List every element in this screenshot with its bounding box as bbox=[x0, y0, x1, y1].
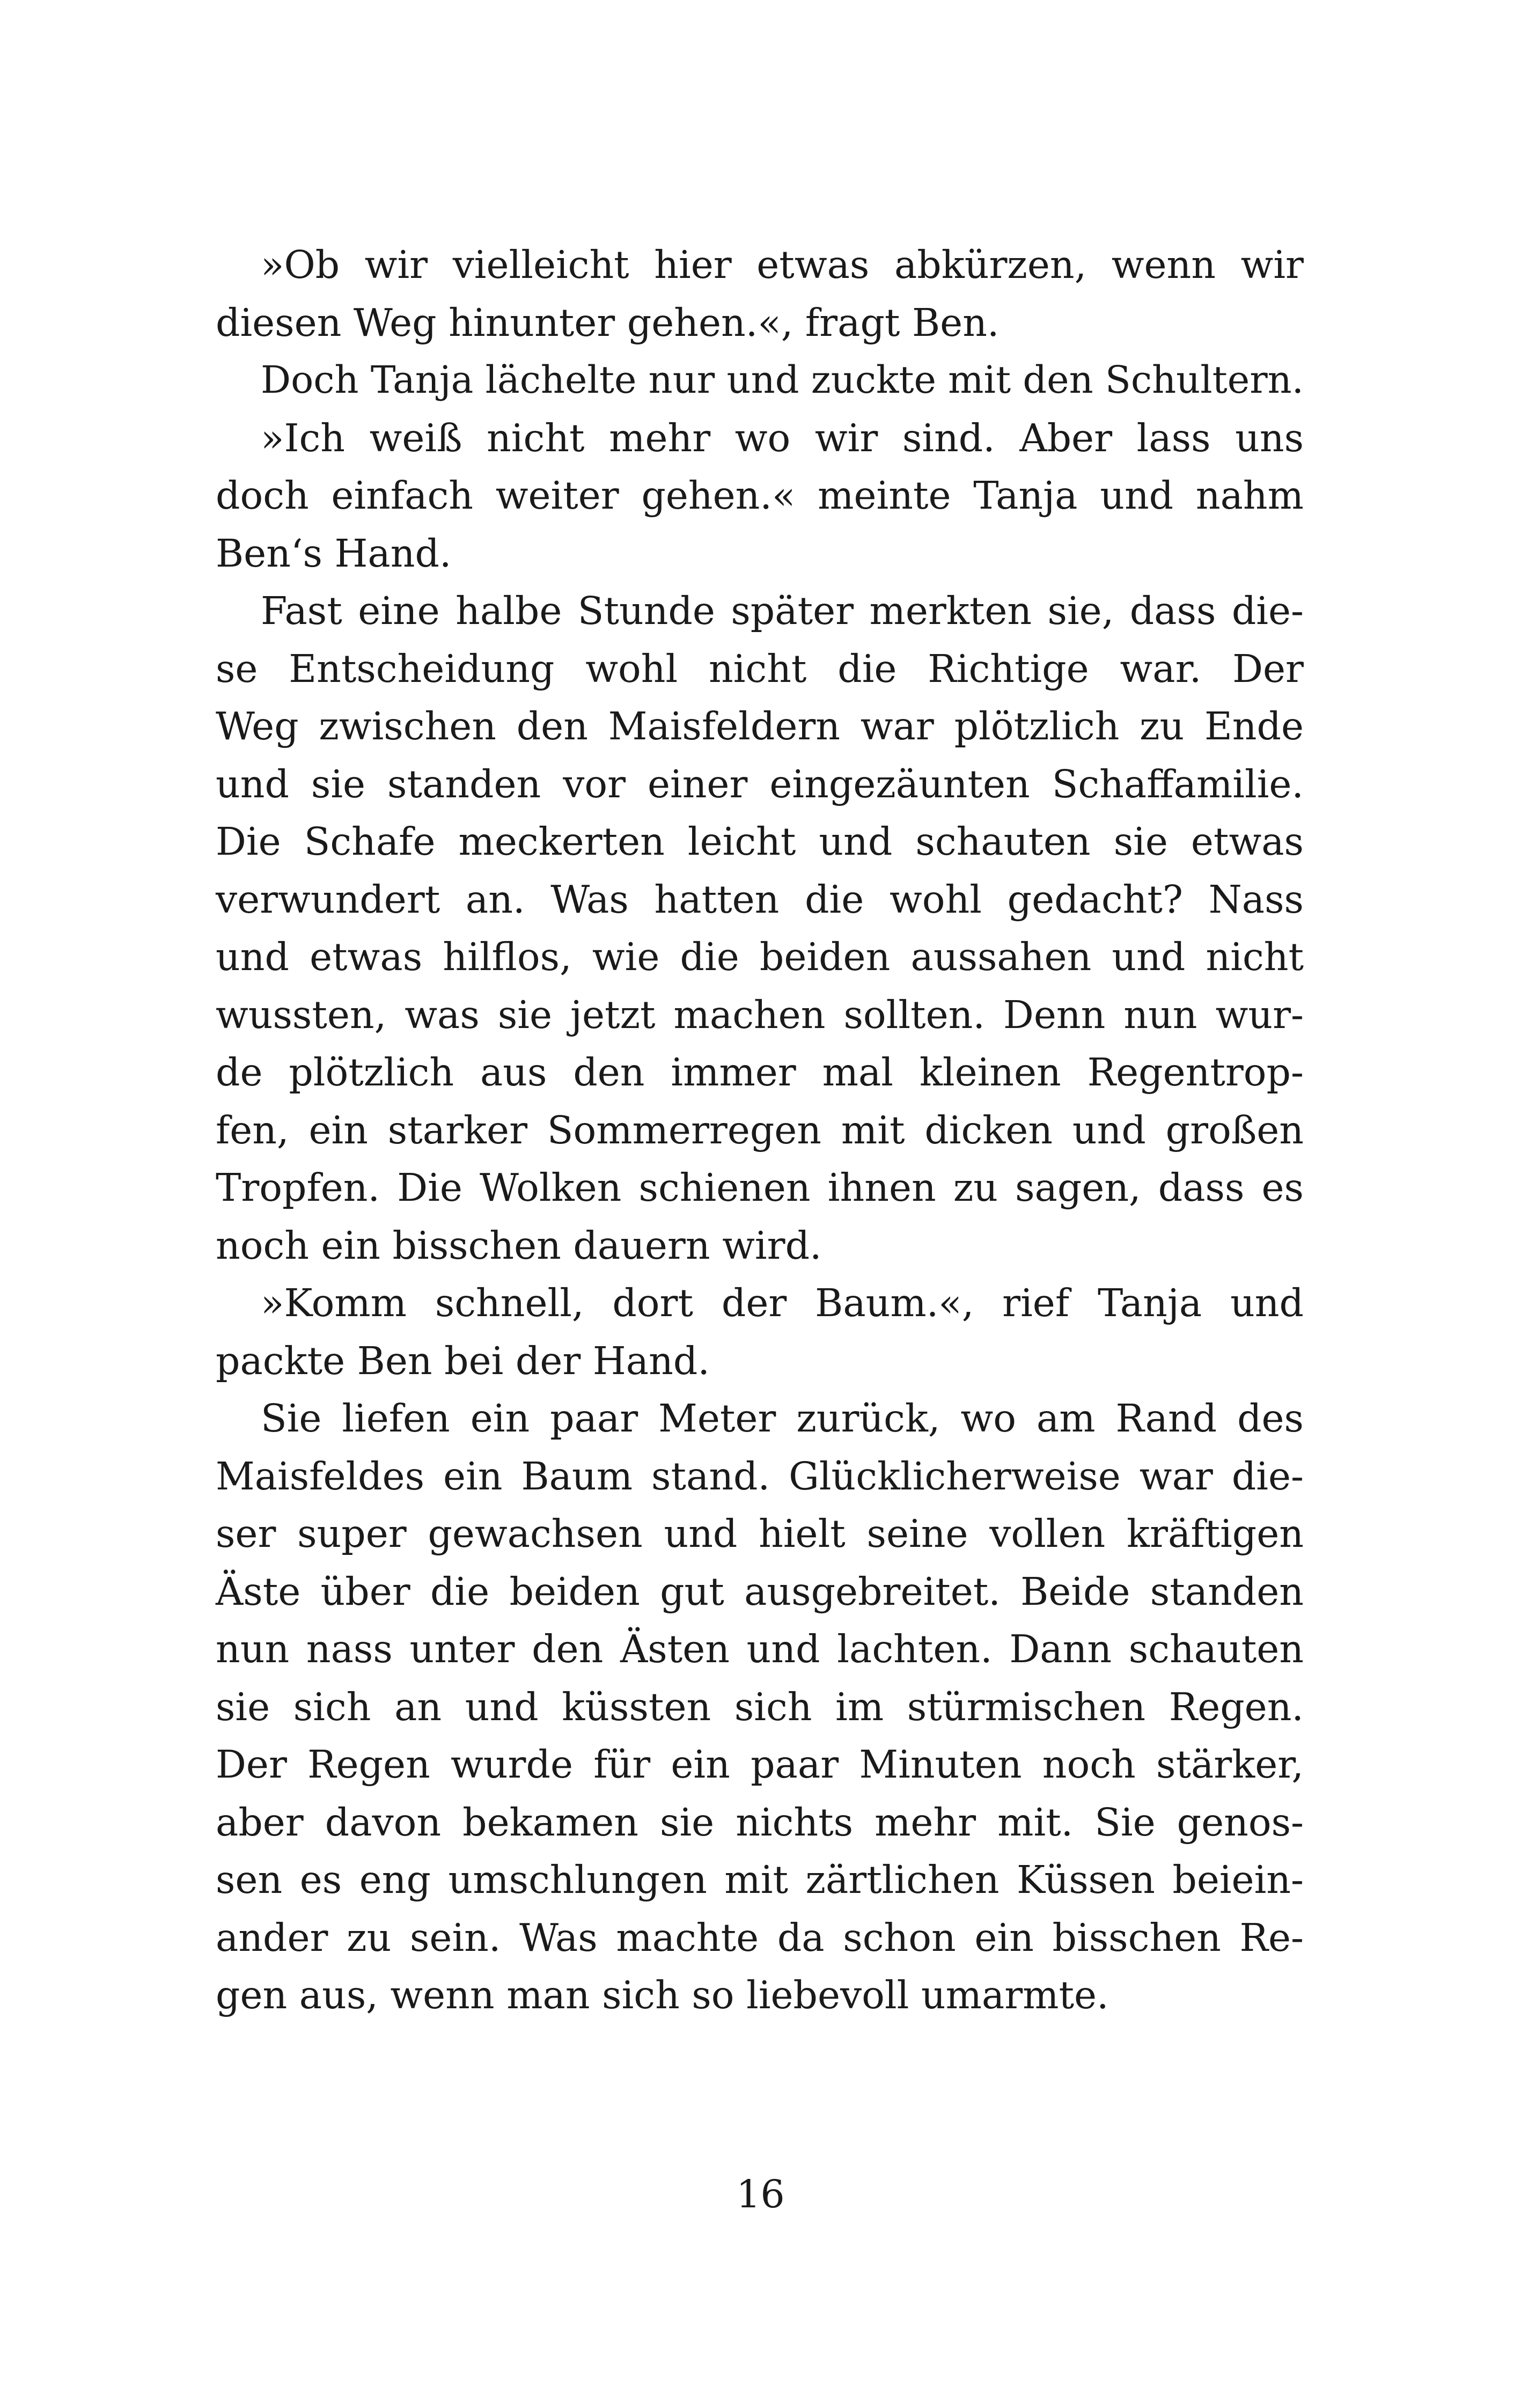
text-line: und sie standen vor einer eingezäunten Schaffamilie. bbox=[216, 761, 1304, 806]
text-line: ander zu sein. Was machte da schon ein bisschen Re- bbox=[216, 1915, 1304, 1960]
text-line: wussten, was sie jetzt machen sollten. Denn nun wur- bbox=[216, 992, 1304, 1037]
text-line: Äste über die beiden gut ausgebreitet. Beide standen bbox=[216, 1569, 1304, 1614]
text-line: se Entscheidung wohl nicht die Richtige war. Der bbox=[216, 646, 1304, 691]
text-line: doch einfach weiter gehen.« meinte Tanja und nahm bbox=[216, 473, 1304, 518]
text-line: Doch Tanja lächelte nur und zuckte mit den Schultern. bbox=[261, 358, 1304, 402]
text-line: de plötzlich aus den immer mal kleinen Regentrop- bbox=[216, 1050, 1304, 1095]
text-line: verwundert an. Was hatten die wohl gedacht? Nass bbox=[216, 877, 1304, 922]
text-line: fen, ein starker Sommerregen mit dicken und großen bbox=[216, 1107, 1304, 1152]
text-line: Weg zwischen den Maisfeldern war plötzlich zu Ende bbox=[216, 704, 1304, 748]
text-line: sen es eng umschlungen mit zärtlichen Küssen beiein- bbox=[216, 1858, 1304, 1902]
text-line: »Ich weiß nicht mehr wo wir sind. Aber lass uns bbox=[261, 415, 1304, 460]
text-line: noch ein bisschen dauern wird. bbox=[216, 1223, 822, 1268]
text-line: »Komm schnell, dort der Baum.«, rief Tanja und bbox=[261, 1281, 1304, 1325]
page-number: 16 bbox=[736, 2172, 785, 2216]
text-line: Der Regen wurde für ein paar Minuten noch stärker, bbox=[216, 1742, 1304, 1787]
text-line: aber davon bekamen sie nichts mehr mit. Sie genos- bbox=[216, 1800, 1304, 1845]
text-line: Maisfeldes ein Baum stand. Glücklicherweise war die- bbox=[216, 1453, 1304, 1499]
text-line: Sie liefen ein paar Meter zurück, wo am Rand des bbox=[261, 1396, 1304, 1441]
text-line: und etwas hilflos, wie die beiden aussahen und nicht bbox=[216, 935, 1304, 979]
text-line: Tropfen. Die Wolken schienen ihnen zu sagen, dass es bbox=[216, 1165, 1304, 1210]
text-line: ser super gewachsen und hielt seine vollen kräftigen bbox=[216, 1511, 1304, 1556]
text-line: Fast eine halbe Stunde später merkten sie, dass die- bbox=[261, 589, 1304, 633]
text-line: packte Ben bei der Hand. bbox=[216, 1338, 710, 1383]
text-line: gen aus, wenn man sich so liebevoll umarmte. bbox=[216, 1973, 1109, 2017]
body-text bbox=[216, 236, 1304, 2024]
text-line: »Ob wir vielleicht hier etwas abkürzen, wenn wir bbox=[261, 243, 1304, 287]
text-line: Die Schafe meckerten leicht und schauten sie etwas bbox=[216, 819, 1304, 864]
text-line: diesen Weg hinunter gehen.«, fragt Ben. bbox=[216, 300, 1000, 345]
text-line: nun nass unter den Ästen und lachten. Dann schauten bbox=[216, 1627, 1304, 1671]
text-line: Ben‘s Hand. bbox=[216, 531, 452, 576]
text-line: sie sich an und küssten sich im stürmischen Regen. bbox=[216, 1684, 1304, 1729]
